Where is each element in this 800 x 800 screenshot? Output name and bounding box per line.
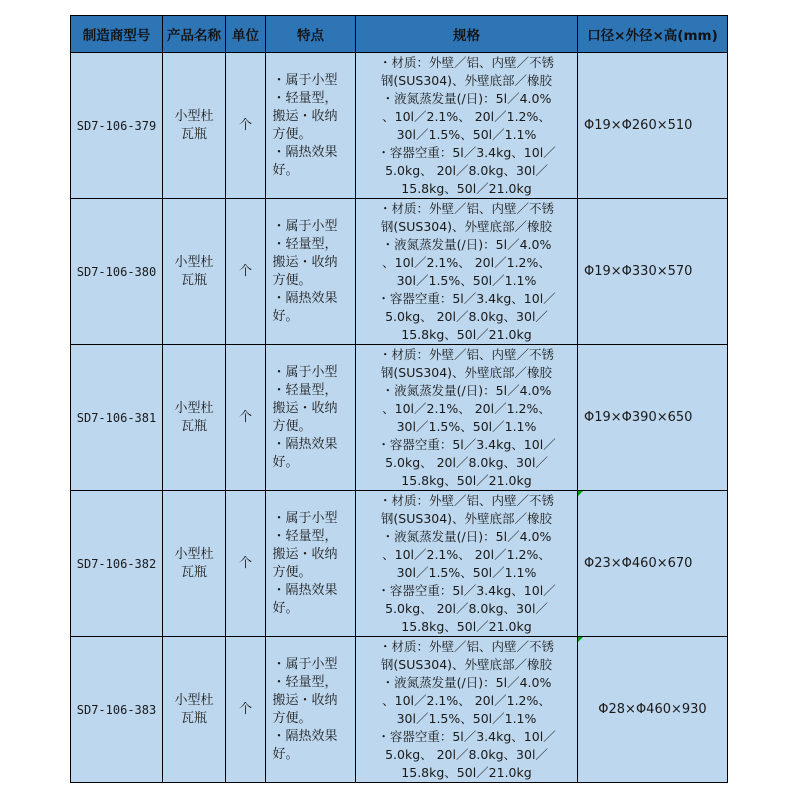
header-dimensions: 口径×外径×高(mm) <box>578 16 728 53</box>
cell-dimensions <box>578 491 728 637</box>
spec-line: ・材质：外壁／铝、内壁／不锈 <box>378 200 554 216</box>
spec-line: 15.8kg、50l／21.0kg <box>401 472 532 488</box>
spec-line: 30l／1.5%、50l／1.1% <box>396 126 537 142</box>
feature-line: 好。 <box>272 600 299 616</box>
spec-line: ・液氮蒸发量(/日)：5l／4.0% <box>381 90 552 106</box>
spec-line: 5.0kg、 20l／8.0kg、30l／ <box>385 454 548 470</box>
feature-line: 搬运・收纳 <box>272 254 338 270</box>
feature-line: 搬运・收纳 <box>272 546 338 562</box>
table-row <box>71 199 728 345</box>
feature-line: ・隔热效果 <box>272 436 338 452</box>
cell-spec <box>356 345 578 491</box>
spec-line: ・材质：外壁／铝、内壁／不锈 <box>378 346 554 362</box>
cell-spec <box>356 53 578 199</box>
dimensions-text: Φ28×Φ460×930 <box>598 701 707 717</box>
spec-line: 30l／1.5%、50l／1.1% <box>396 272 537 288</box>
feature-line: ・属于小型 <box>272 364 338 380</box>
feature-line: 搬运・收纳 <box>272 108 338 124</box>
cell-unit: 个 <box>226 637 266 783</box>
cell-spec <box>356 491 578 637</box>
cell-model: SD7-106-381 <box>71 345 163 491</box>
spec-line: 30l／1.5%、50l／1.1% <box>396 418 537 434</box>
feature-line: 方便。 <box>272 126 312 142</box>
spec-line: 、10l／2.1%、 20l／1.2%、 <box>382 108 551 124</box>
spec-line: 15.8kg、50l／21.0kg <box>401 764 532 780</box>
spec-line: 30l／1.5%、50l／1.1% <box>396 564 537 580</box>
spec-line: 5.0kg、 20l／8.0kg、30l／ <box>385 162 548 178</box>
spec-line: ・材质：外壁／铝、内壁／不锈 <box>378 638 554 654</box>
spec-line: 、10l／2.1%、 20l／1.2%、 <box>382 546 551 562</box>
cell-dimensions <box>578 637 728 783</box>
feature-line: ・轻量型， <box>272 528 338 544</box>
spec-line: ・液氮蒸发量(/日)：5l／4.0% <box>381 674 552 690</box>
spec-line: ・液氮蒸发量(/日)：5l／4.0% <box>381 382 552 398</box>
cell-dimensions: Φ19×Φ260×510 <box>578 53 728 199</box>
spec-line: 5.0kg、 20l／8.0kg、30l／ <box>385 308 548 324</box>
cell-model: SD7-106-380 <box>71 199 163 345</box>
header-spec: 规格 <box>356 16 578 53</box>
spec-line: 钢(SUS304)、外壁底部／橡胶 <box>380 656 553 672</box>
comment-marker-icon <box>578 491 583 496</box>
spec-line: 15.8kg、50l／21.0kg <box>401 326 532 342</box>
name-line: 瓦瓶 <box>180 564 207 580</box>
spec-line: ・液氮蒸发量(/日)：5l／4.0% <box>381 236 552 252</box>
feature-line: ・隔热效果 <box>272 144 338 160</box>
cell-features <box>266 491 356 637</box>
table-row <box>71 491 728 637</box>
feature-line: 方便。 <box>272 418 312 434</box>
cell-product-name <box>163 199 226 345</box>
header-row <box>71 16 728 53</box>
spec-line: 15.8kg、50l／21.0kg <box>401 618 532 634</box>
feature-line: ・隔热效果 <box>272 582 338 598</box>
spec-line: 、10l／2.1%、 20l／1.2%、 <box>382 692 551 708</box>
feature-line: 方便。 <box>272 564 312 580</box>
cell-spec <box>356 199 578 345</box>
feature-line: 搬运・收纳 <box>272 692 338 708</box>
cell-unit: 个 <box>226 345 266 491</box>
feature-line: ・属于小型 <box>272 72 338 88</box>
feature-line: 方便。 <box>272 272 312 288</box>
spec-line: ・容器空重：5l／3.4kg、10l／ <box>377 290 556 306</box>
spec-line: 钢(SUS304)、外壁底部／橡胶 <box>380 72 553 88</box>
comment-marker-icon <box>578 637 583 642</box>
spec-line: 30l／1.5%、50l／1.1% <box>396 710 537 726</box>
feature-line: ・轻量型， <box>272 236 338 252</box>
header-model: 制造商型号 <box>71 16 163 53</box>
name-line: 瓦瓶 <box>180 126 207 142</box>
spec-line: ・容器空重：5l／3.4kg、10l／ <box>377 436 556 452</box>
cell-dimensions: Φ19×Φ330×570 <box>578 199 728 345</box>
spec-line: ・容器空重：5l／3.4kg、10l／ <box>377 728 556 744</box>
table-row <box>71 345 728 491</box>
feature-line: ・隔热效果 <box>272 728 338 744</box>
spec-line: 15.8kg、50l／21.0kg <box>401 180 532 196</box>
cell-model: SD7-106-382 <box>71 491 163 637</box>
feature-line: 搬运・收纳 <box>272 400 338 416</box>
cell-model: SD7-106-379 <box>71 53 163 199</box>
feature-line: ・隔热效果 <box>272 290 338 306</box>
name-line: 小型杜 <box>174 546 214 562</box>
product-table <box>70 15 728 783</box>
feature-line: 方便。 <box>272 710 312 726</box>
product-spec-sheet <box>70 15 728 783</box>
feature-line: ・轻量型， <box>272 90 338 106</box>
spec-line: ・容器空重：5l／3.4kg、10l／ <box>377 144 556 160</box>
spec-line: 、10l／2.1%、 20l／1.2%、 <box>382 254 551 270</box>
header-features: 特点 <box>266 16 356 53</box>
cell-features <box>266 637 356 783</box>
cell-product-name <box>163 491 226 637</box>
spec-line: 5.0kg、 20l／8.0kg、30l／ <box>385 746 548 762</box>
name-line: 小型杜 <box>174 108 214 124</box>
feature-line: 好。 <box>272 746 299 762</box>
feature-line: ・轻量型， <box>272 382 338 398</box>
feature-line: 好。 <box>272 454 299 470</box>
name-line: 小型杜 <box>174 254 214 270</box>
table-row <box>71 637 728 783</box>
cell-product-name <box>163 53 226 199</box>
header-unit: 单位 <box>226 16 266 53</box>
spec-line: 钢(SUS304)、外壁底部／橡胶 <box>380 364 553 380</box>
cell-unit: 个 <box>226 53 266 199</box>
cell-features <box>266 199 356 345</box>
feature-line: ・属于小型 <box>272 656 338 672</box>
spec-line: ・材质：外壁／铝、内壁／不锈 <box>378 492 554 508</box>
table-row <box>71 53 728 199</box>
feature-line: ・轻量型， <box>272 674 338 690</box>
feature-line: ・属于小型 <box>272 510 338 526</box>
cell-unit: 个 <box>226 199 266 345</box>
cell-features <box>266 345 356 491</box>
header-product-name: 产品名称 <box>163 16 226 53</box>
spec-line: ・液氮蒸发量(/日)：5l／4.0% <box>381 528 552 544</box>
spec-line: 5.0kg、 20l／8.0kg、30l／ <box>385 600 548 616</box>
feature-line: 好。 <box>272 308 299 324</box>
spec-line: 钢(SUS304)、外壁底部／橡胶 <box>380 510 553 526</box>
spec-line: ・材质：外壁／铝、内壁／不锈 <box>378 54 554 70</box>
name-line: 小型杜 <box>174 400 214 416</box>
cell-unit: 个 <box>226 491 266 637</box>
name-line: 瓦瓶 <box>180 418 207 434</box>
cell-spec <box>356 637 578 783</box>
name-line: 小型杜 <box>174 692 214 708</box>
cell-product-name <box>163 345 226 491</box>
name-line: 瓦瓶 <box>180 272 207 288</box>
cell-model: SD7-106-383 <box>71 637 163 783</box>
name-line: 瓦瓶 <box>180 710 207 726</box>
feature-line: 好。 <box>272 162 299 178</box>
spec-line: ・容器空重：5l／3.4kg、10l／ <box>377 582 556 598</box>
spec-line: 、10l／2.1%、 20l／1.2%、 <box>382 400 551 416</box>
spec-line: 钢(SUS304)、外壁底部／橡胶 <box>380 218 553 234</box>
cell-dimensions: Φ19×Φ390×650 <box>578 345 728 491</box>
dimensions-text: Φ23×Φ460×670 <box>584 555 693 571</box>
feature-line: ・属于小型 <box>272 218 338 234</box>
cell-product-name <box>163 637 226 783</box>
cell-features <box>266 53 356 199</box>
